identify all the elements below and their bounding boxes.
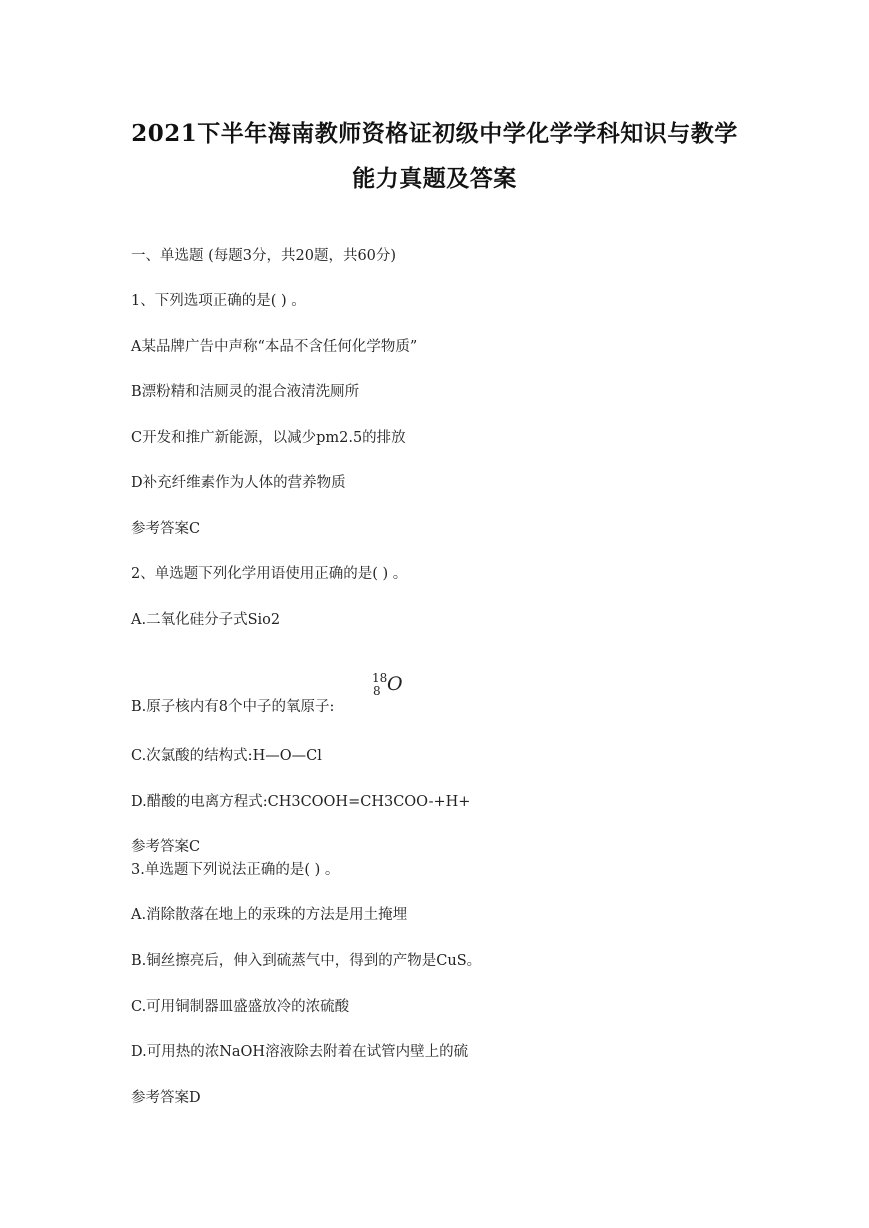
isotope-mass-number: 18 xyxy=(372,671,388,685)
question-2-option-d: D.醋酸的电离方程式:CH3COOH=CH3COO-+H+ xyxy=(131,794,471,810)
question-1-option-c: C开发和推广新能源，以减少pm2.5的排放 xyxy=(131,430,406,446)
question-2-option-a: A.二氧化硅分子式Sio2 xyxy=(131,612,281,628)
oxygen-isotope-symbol xyxy=(372,672,408,700)
question-1-answer: 参考答案C xyxy=(131,521,201,537)
question-3-option-d: D.可用热的浓NaOH溶液除去附着在试管内壁上的硫 xyxy=(131,1044,469,1060)
document-title-line-2: 能力真题及答案 xyxy=(352,165,517,192)
question-3-stem: 3.单选题下列说法正确的是( ) 。 xyxy=(131,862,340,878)
question-1-option-a: A某品牌广告中声称“本品不含任何化学物质” xyxy=(131,339,418,355)
section-heading: 一、单选题 (每题3分，共20题，共60分) xyxy=(131,248,397,264)
question-1-option-b: B漂粉精和洁厕灵的混合液清洗厕所 xyxy=(131,384,360,400)
question-2-stem: 2、单选题下列化学用语使用正确的是( ) 。 xyxy=(131,566,408,582)
question-3-option-a: A.消除散落在地上的汞珠的方法是用土掩埋 xyxy=(131,907,408,923)
question-2-option-c: C.次氯酸的结构式:H—O—Cl xyxy=(131,748,322,764)
question-2-answer: 参考答案C xyxy=(131,839,201,855)
document-title-line-1: 2021下半年海南教师资格证初级中学化学学科知识与教学 xyxy=(131,120,738,147)
question-2-option-b: B.原子核内有8个中子的氧原子: xyxy=(131,699,335,715)
question-3-option-b: B.铜丝擦亮后，伸入到硫蒸气中，得到的产物是CuS。 xyxy=(131,953,482,969)
question-1-option-d: D补充纤维素作为人体的营养物质 xyxy=(131,475,346,491)
question-3-answer: 参考答案D xyxy=(131,1090,201,1106)
isotope-atomic-number: 8 xyxy=(373,684,381,698)
question-3-option-c: C.可用铜制器皿盛盛放冷的浓硫酸 xyxy=(131,999,350,1015)
isotope-element-symbol: O xyxy=(387,673,403,695)
question-1-stem: 1、下列选项正确的是( ) 。 xyxy=(131,293,306,309)
